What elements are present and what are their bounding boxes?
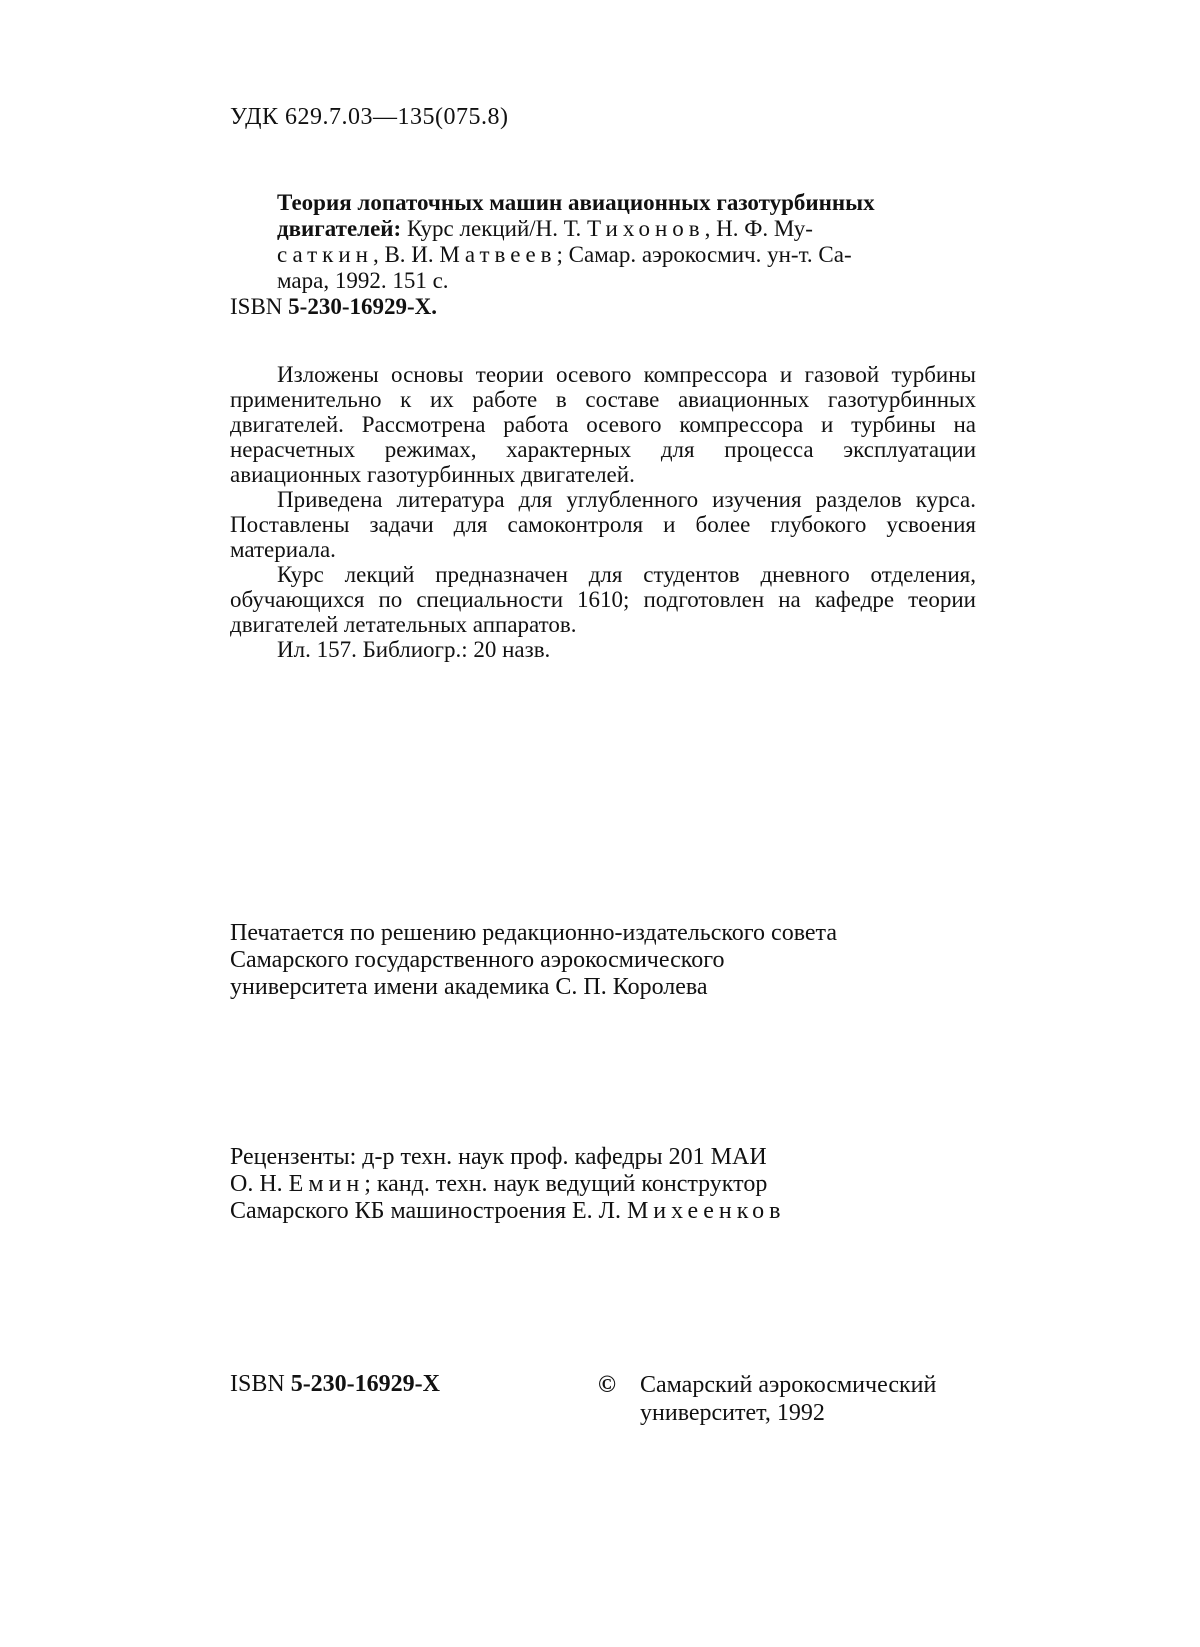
reviewers-line-3	[230, 1198, 990, 1225]
biblio-imprint: мара, 1992. 151 с.	[277, 268, 449, 293]
copyright-icon: ©	[598, 1372, 616, 1398]
biblio-author-3-initials: , В. И.	[372, 242, 440, 267]
decision-line-2: Самарского государственного аэрокосмического	[230, 947, 725, 973]
decision-line-1: Печатается по решению редакционно-издательского совета	[230, 920, 837, 946]
reviewer-1-initials: О. Н.	[230, 1171, 289, 1197]
abstract-paragraph-2: Приведена литература для углубленного изучения разделов курса. Поставлены задачи для самоконтроля и более глубокого усвоения материала.	[230, 487, 976, 562]
abstract-paragraph-1: Изложены основы теории осевого компрессора и газовой турбины применительно к их работе в составе авиационных газотурбинных двигателей. Рассмотрена работа осевого компрессора и турбины на нерасчетных режимах, характерных для процесса эксплуатации авиационных газотурбинных двигателей.	[230, 362, 976, 487]
bibliographic-record	[230, 190, 976, 320]
copyright-line-2: университет, 1992	[640, 1400, 825, 1426]
abstract-illustrations-note: Ил. 157. Библиогр.: 20 назв.	[277, 637, 551, 662]
udc-code: УДК 629.7.03—135(075.8)	[230, 104, 509, 130]
copyright-text	[640, 1371, 936, 1427]
biblio-isbn-number: 5-230-16929-X.	[288, 294, 437, 319]
biblio-course-type: Курс лекций/Н. Т.	[401, 216, 588, 241]
reviewers-line-1: Рецензенты: д-р техн. наук проф. кафедры 201 МАИ	[230, 1144, 767, 1170]
publication-decision	[230, 920, 990, 1001]
reviewer-2-name: Михеенков	[626, 1198, 786, 1224]
copyright-line-1: Самарский аэрокосмический	[640, 1372, 937, 1398]
abstract-paragraph-3: Курс лекций предназначен для студентов дневного отделения, обучающихся по специальности 1610; подготовлен на кафедре теории двигателей летательных аппаратов.	[230, 562, 976, 637]
footer-isbn	[230, 1371, 440, 1398]
biblio-title-line-1: Теория лопаточных машин авиационных газотурбинных	[277, 190, 875, 215]
reviewers	[230, 1144, 990, 1225]
reviewers-line-2	[230, 1171, 990, 1198]
reviewer-2-title: ; канд. техн. наук ведущий конструктор	[364, 1171, 768, 1197]
reviewer-1-name: Емин	[288, 1171, 365, 1197]
biblio-author-2-start: , Н. Ф. Му-	[704, 216, 813, 241]
biblio-line-3	[230, 242, 976, 268]
reviewer-2-affiliation: Самарского КБ машиностроения Е. Л.	[230, 1198, 627, 1224]
biblio-author-1: Тихонов	[587, 216, 705, 241]
biblio-author-3: Матвеев	[439, 242, 557, 267]
abstract	[230, 362, 976, 662]
biblio-isbn	[230, 294, 976, 320]
biblio-author-2-end: саткин	[277, 242, 373, 267]
biblio-line-2	[230, 216, 976, 242]
decision-line-3: университета имени академика С. П. Королева	[230, 974, 708, 1000]
footer-isbn-prefix: ISBN	[230, 1371, 291, 1397]
footer-isbn-number: 5-230-16929-X	[290, 1371, 440, 1397]
biblio-isbn-prefix: ISBN	[230, 294, 289, 319]
biblio-title-line-2: двигателей:	[277, 216, 402, 241]
biblio-publisher: ; Самар. аэрокосмич. ун-т. Са-	[556, 242, 852, 267]
